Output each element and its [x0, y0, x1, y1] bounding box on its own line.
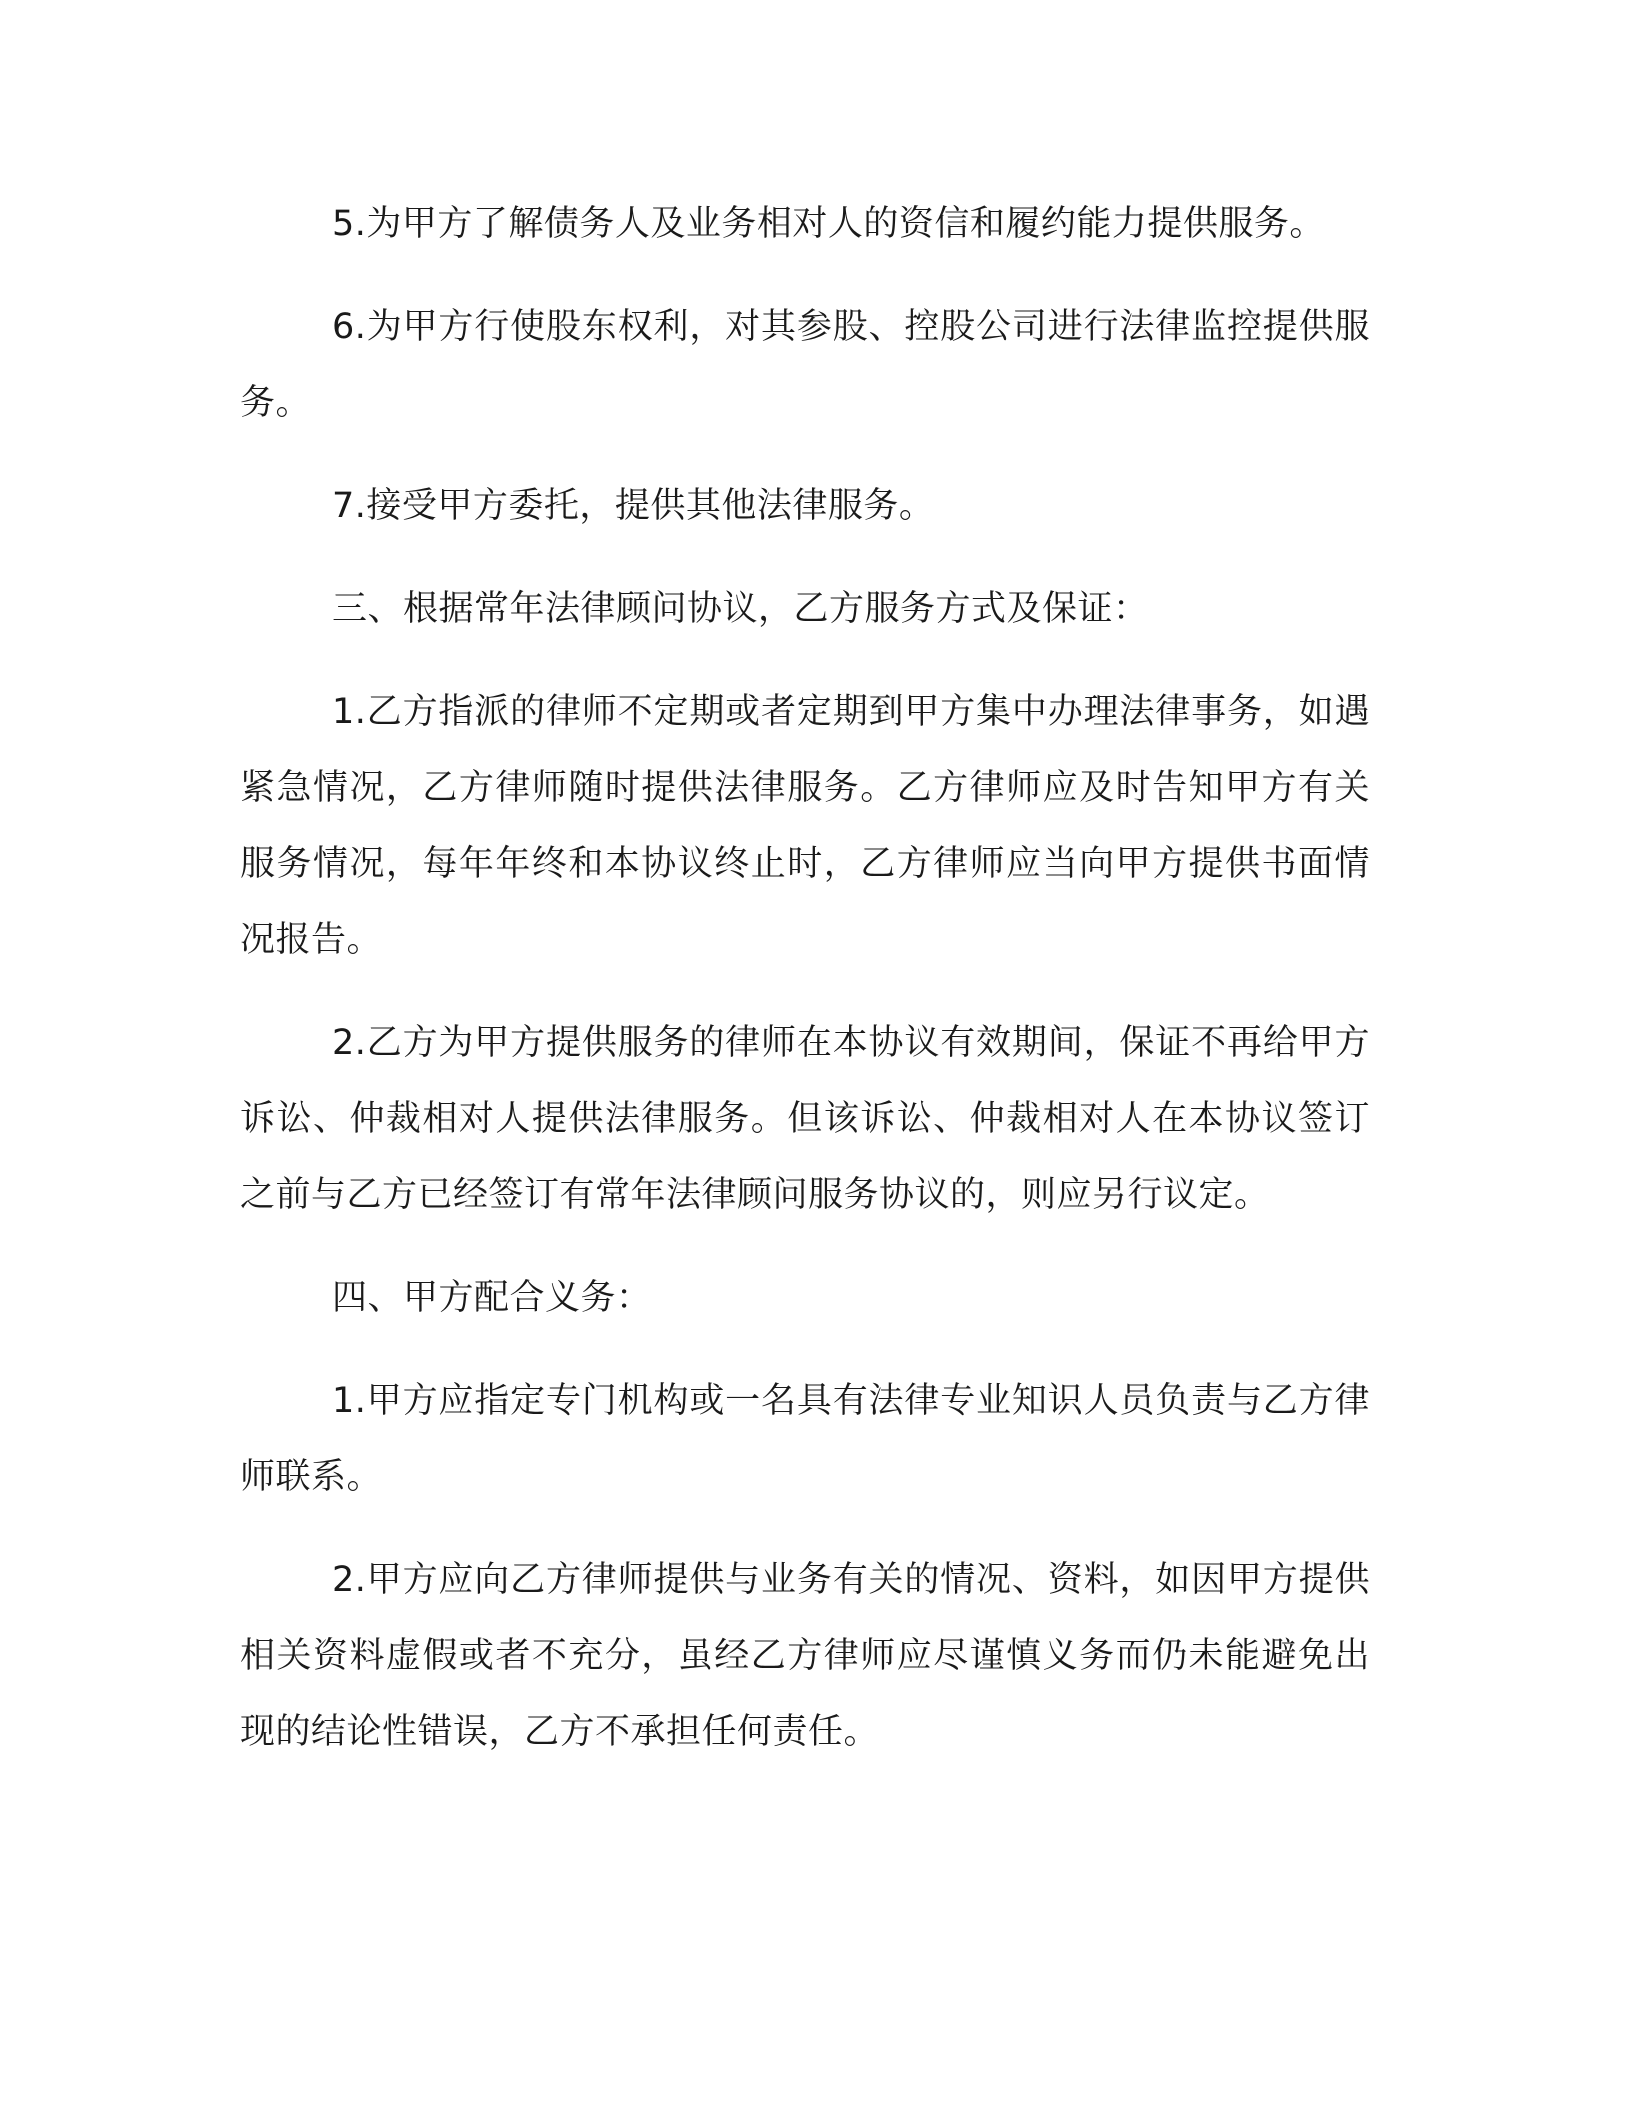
- clause-6-shareholder-rights: 6.为甲方行使股东权利，对其参股、控股公司进行法律监控提供服务。: [240, 307, 1370, 423]
- document-body: [240, 186, 1370, 1797]
- clause-5-debtor-credit: 5.为甲方了解债务人及业务相对人的资信和履约能力提供服务。: [332, 204, 1325, 244]
- section-4-clause-1: 1.甲方应指定专门机构或一名具有法律专业知识人员负责与乙方律师联系。: [240, 1381, 1370, 1497]
- section-3-heading: 三、根据常年法律顾问协议，乙方服务方式及保证：: [332, 589, 1149, 629]
- section-3-clause-1: 1.乙方指派的律师不定期或者定期到甲方集中办理法律事务，如遇紧急情况，乙方律师随时提供法律服务。乙方律师应及时告知甲方有关服务情况，每年年终和本协议终止时，乙方律师应当向甲方提供书面情况报告。: [240, 692, 1370, 960]
- section-4-clause-2: 2.甲方应向乙方律师提供与业务有关的情况、资料，如因甲方提供相关资料虚假或者不充分，虽经乙方律师应尽谨慎义务而仍未能避免出现的结论性错误，乙方不承担任何责任。: [240, 1560, 1370, 1752]
- clause-7-other-services: 7.接受甲方委托，提供其他法律服务。: [332, 486, 935, 526]
- section-4-heading: 四、甲方配合义务：: [332, 1278, 652, 1318]
- section-3-clause-2: 2.乙方为甲方提供服务的律师在本协议有效期间，保证不再给甲方诉讼、仲裁相对人提供法律服务。但该诉讼、仲裁相对人在本协议签订之前与乙方已经签订有常年法律顾问服务协议的，则应另行议定。: [240, 1023, 1370, 1215]
